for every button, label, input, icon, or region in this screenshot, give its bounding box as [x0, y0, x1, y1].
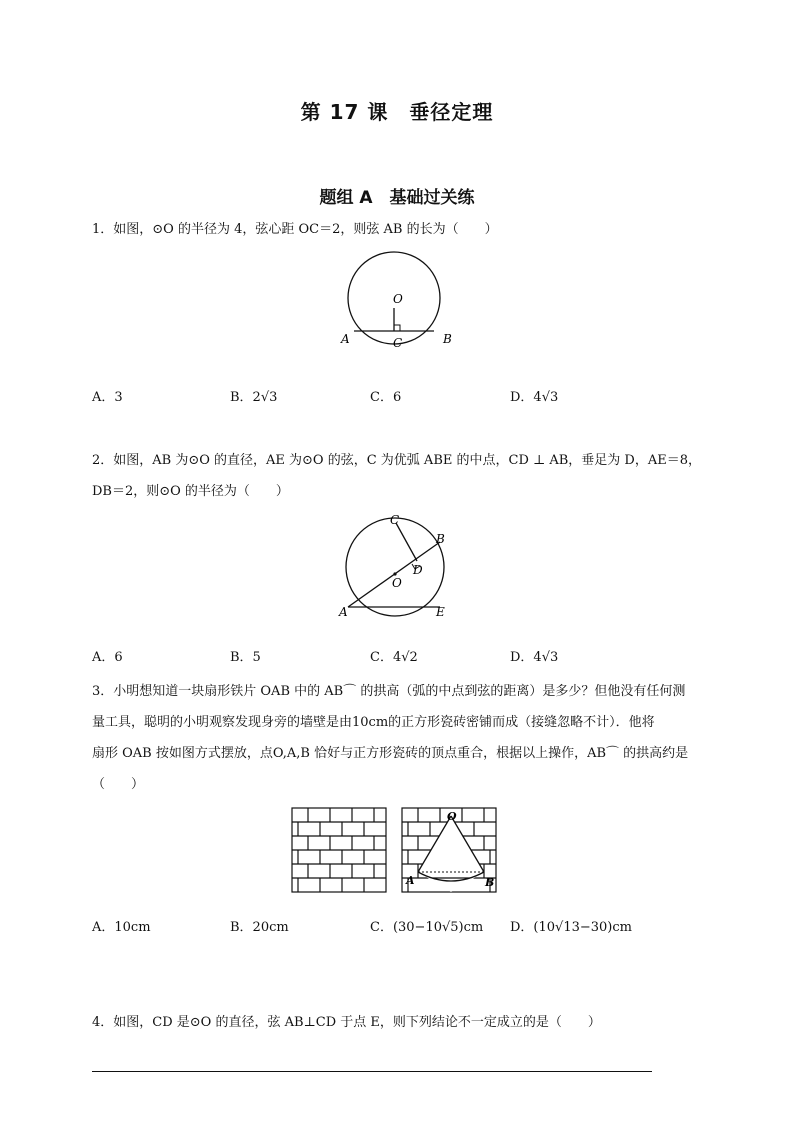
- question-1-figure: [330, 243, 460, 355]
- q1-label-b: B: [443, 332, 452, 346]
- question-3-line-4: （ ）: [92, 777, 145, 792]
- q3-label-a: A: [406, 874, 415, 887]
- question-3-line-3: 扇形 OAB 按如图方式摆放，点O,A,B 恰好与正方形瓷砖的顶点重合，根据以上操作，AB⌒ 的拱高约是: [92, 746, 689, 761]
- question-3-tile-wall-figure: [290, 806, 390, 894]
- q1-option-b: B．2√3: [230, 390, 278, 405]
- question-2-figure: [330, 505, 460, 623]
- q3-label-o: O: [447, 810, 457, 823]
- question-3-line-2: 量工具，聪明的小明观察发现身旁的墙壁是由10cm的正方形瓷砖密铺而成（接缝忽略不计）．他将: [92, 715, 655, 730]
- q2-option-c: C．4√2: [370, 650, 418, 665]
- question-3-line-1: 3．小明想知道一块扇形铁片 OAB 中的 AB⌒ 的拱高（弧的中点到弦的距离）是多少？但他没有任何测: [92, 684, 686, 699]
- q2-label-a: A: [339, 605, 348, 619]
- q3-label-b: B: [485, 876, 495, 889]
- q2-label-c: C: [390, 513, 400, 527]
- question-2-line-1: 2．如图，AB 为⊙O 的直径，AE 为⊙O 的弦，C 为优弧 ABE 的中点，CD ⊥ AB，垂足为 D，AE＝8，: [92, 453, 702, 468]
- q2-option-d: D．4√3: [510, 650, 559, 665]
- q2-label-o: O: [392, 576, 402, 590]
- question-1-text: 1．如图，⊙O 的半径为 4，弦心距 OC＝2，则弦 AB 的长为（ ）: [92, 222, 498, 237]
- q3-option-d: D．(10√13−30)cm: [510, 920, 632, 935]
- q2-label-e: E: [436, 605, 445, 619]
- q1-option-c: C．6: [370, 390, 402, 405]
- question-3-sector-figure: [400, 806, 500, 894]
- q3-option-b: B．20cm: [230, 920, 289, 935]
- q3-option-c: C．(30−10√5)cm: [370, 920, 484, 935]
- q1-label-c: C: [393, 336, 403, 350]
- q3-option-a: A．10cm: [92, 920, 151, 935]
- q1-option-d: D．4√3: [510, 390, 559, 405]
- question-2-line-2: DB＝2，则⊙O 的半径为（ ）: [92, 484, 289, 499]
- footer-divider: [92, 1071, 652, 1072]
- q2-label-b: B: [436, 532, 445, 546]
- q1-option-a: A．3: [92, 390, 123, 405]
- q1-label-o: O: [393, 292, 403, 306]
- q2-option-b: B．5: [230, 650, 261, 665]
- q1-label-a: A: [341, 332, 350, 346]
- section-title: 题组 A 基础过关练: [319, 188, 475, 208]
- q2-option-a: A．6: [92, 650, 123, 665]
- q2-label-d: D: [413, 563, 423, 577]
- page-title: 第 17 课 垂径定理: [300, 100, 494, 124]
- question-4-text: 4．如图，CD 是⊙O 的直径，弦 AB⊥CD 于点 E，则下列结论不一定成立的是（ ）: [92, 1015, 601, 1030]
